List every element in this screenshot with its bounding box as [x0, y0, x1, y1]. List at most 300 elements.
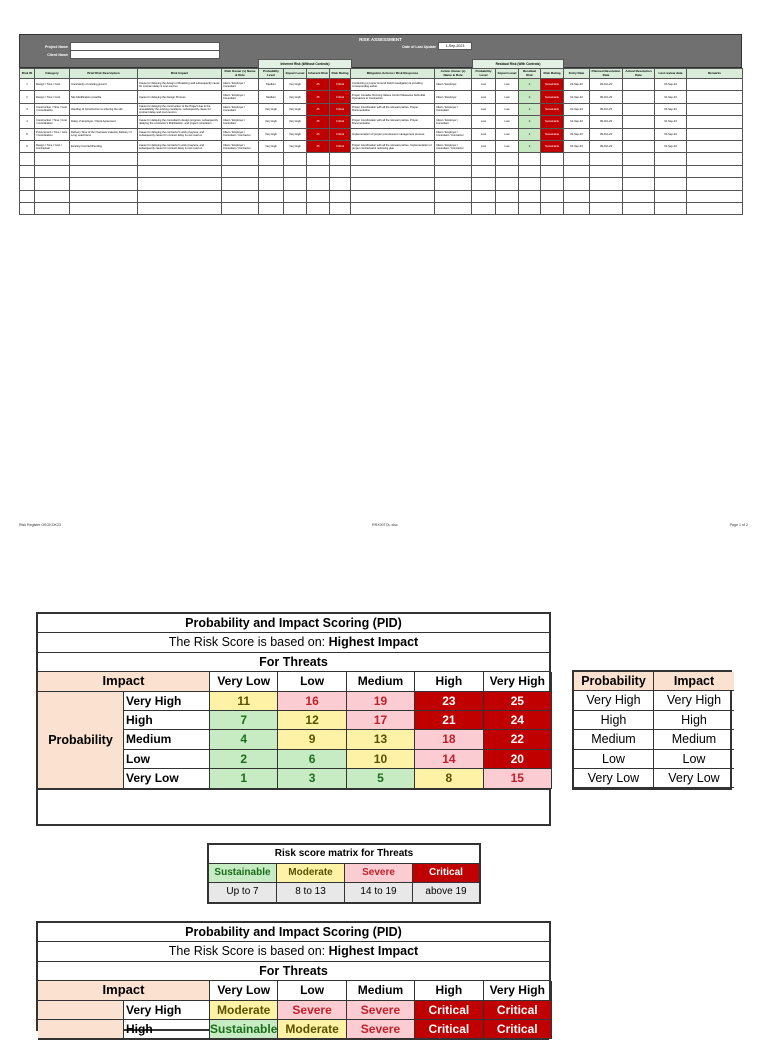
table-cell[interactable]: Uncertainty of existing ground [70, 79, 138, 91]
table-cell[interactable] [655, 190, 687, 202]
table-cell[interactable]: Sustainable [541, 103, 564, 115]
table-cell[interactable]: Construction / Time / Cost / Coordination [35, 116, 70, 128]
residual-risk-group-header: Residual Risk (With Controls) [472, 59, 564, 69]
table-cell[interactable] [138, 202, 222, 214]
client-name-field[interactable] [70, 50, 220, 59]
table-cell[interactable] [351, 178, 435, 190]
table-cell[interactable]: 25 [307, 116, 330, 128]
table-cell[interactable]: Proper Coordination with all the relevant parties, Proper Documentation [351, 103, 435, 115]
table-row[interactable] [20, 103, 743, 115]
table-cell[interactable]: 2 [519, 79, 541, 91]
table-cell[interactable] [496, 202, 519, 214]
table-cell[interactable]: 2 [519, 140, 541, 152]
table-cell[interactable]: Client / Employer / Consultant [435, 116, 472, 128]
table-cell[interactable] [590, 153, 623, 165]
score-cell: 14 [415, 750, 483, 769]
score-cell: 13 [347, 730, 415, 749]
table-cell[interactable] [70, 202, 138, 214]
table-cell[interactable] [623, 153, 655, 165]
table-cell[interactable] [222, 202, 259, 214]
table-cell[interactable] [590, 165, 623, 177]
probability-level-label: Very High [124, 1001, 210, 1020]
impact-header: Impact [38, 672, 210, 691]
table-cell[interactable] [35, 202, 70, 214]
table-cell[interactable]: Existing Contract/Pending [70, 140, 138, 152]
score-cell: 5 [347, 769, 415, 788]
impact-level-header: Very Low [210, 981, 278, 1000]
column-header: Last review date [655, 69, 687, 79]
table-cell[interactable] [687, 202, 743, 214]
score-cell: 15 [484, 769, 552, 788]
column-header: Brief Risk Description [70, 69, 138, 79]
table-cell[interactable]: Cause for delaying the contractor's work progress, and subsequently cause for contract delay & cost overrun [138, 128, 222, 140]
table-cell[interactable] [222, 190, 259, 202]
table-cell[interactable]: 1 [20, 79, 35, 91]
rating-cell: Moderate [278, 1020, 346, 1039]
table-cell[interactable]: Critical [330, 116, 351, 128]
table-cell[interactable] [307, 165, 330, 177]
column-header: Risk ID [20, 69, 35, 79]
empty-table-row[interactable] [20, 178, 743, 190]
table-cell[interactable]: 2 [519, 91, 541, 103]
table-cell[interactable]: Design / Time / Cost [35, 91, 70, 103]
table-cell[interactable] [138, 153, 222, 165]
table-cell[interactable]: Client / Employer / Consultant / Contractor [435, 128, 472, 140]
table-cell[interactable] [138, 178, 222, 190]
impact-header: Impact [38, 981, 210, 1000]
table-cell[interactable] [70, 165, 138, 177]
pid2-basis-prefix: The Risk Score is based on: [168, 944, 329, 959]
table-cell[interactable] [138, 165, 222, 177]
table-cell[interactable]: Sustainable [541, 140, 564, 152]
table-cell[interactable] [472, 153, 496, 165]
score-cell: 11 [210, 692, 278, 711]
table-cell[interactable] [435, 202, 472, 214]
inherent-risk-group-header: Inherent Risk (Without Controls) [258, 59, 352, 69]
table-cell[interactable]: Low [472, 79, 496, 91]
table-cell[interactable] [20, 190, 35, 202]
table-cell[interactable]: Low [496, 116, 519, 128]
table-cell[interactable]: 2 [519, 103, 541, 115]
table-cell[interactable] [519, 153, 541, 165]
table-cell[interactable] [496, 165, 519, 177]
table-cell[interactable] [330, 190, 351, 202]
pid2-basis-bold: Highest Impact [328, 944, 419, 959]
table-cell[interactable] [351, 153, 435, 165]
table-cell[interactable]: Client / Employer [435, 79, 472, 91]
table-cell[interactable] [35, 190, 70, 202]
table-cell[interactable] [330, 178, 351, 190]
empty-table-row[interactable] [20, 190, 743, 202]
table-header-row [20, 69, 743, 79]
table-cell[interactable]: Client / Employer / Consultant [435, 103, 472, 115]
table-cell[interactable]: Low [496, 91, 519, 103]
table-cell[interactable] [351, 165, 435, 177]
table-cell[interactable]: Delay of Employer / Client Agreement [70, 116, 138, 128]
score-cell: 20 [484, 750, 552, 769]
table-cell[interactable]: Low [472, 103, 496, 115]
table-row[interactable] [20, 116, 743, 128]
table-cell[interactable] [564, 165, 590, 177]
table-cell[interactable] [623, 178, 655, 190]
table-cell[interactable]: Sustainable [541, 116, 564, 128]
table-cell[interactable]: 01-Sep-23 [564, 140, 590, 152]
table-cell[interactable]: Low [472, 91, 496, 103]
table-cell[interactable] [519, 190, 541, 202]
table-cell[interactable]: 09-Oct-23 [590, 128, 623, 140]
rating-range: above 19 [413, 883, 479, 902]
table-cell[interactable] [70, 178, 138, 190]
table-cell[interactable] [330, 165, 351, 177]
table-cell[interactable]: 4 [20, 116, 35, 128]
table-cell[interactable] [623, 79, 655, 91]
table-cell[interactable] [307, 178, 330, 190]
probability-level-label: High [124, 711, 210, 730]
sheet-header [19, 34, 742, 68]
table-cell[interactable]: Very High [259, 116, 284, 128]
rating-category: Sustainable [209, 864, 277, 883]
table-cell[interactable]: Critical [330, 103, 351, 115]
table-row[interactable] [20, 79, 743, 91]
empty-table-row[interactable] [20, 202, 743, 214]
table-cell[interactable] [20, 202, 35, 214]
table-cell[interactable] [307, 153, 330, 165]
table-cell[interactable] [655, 202, 687, 214]
table-cell[interactable] [687, 140, 743, 152]
table-cell[interactable] [623, 91, 655, 103]
table-cell[interactable] [519, 165, 541, 177]
impact-level-header: High [415, 981, 483, 1000]
table-cell[interactable] [472, 178, 496, 190]
legend-header: Impact [654, 672, 734, 691]
rating-cell: Critical [484, 1020, 552, 1039]
table-cell[interactable] [590, 202, 623, 214]
table-cell[interactable] [687, 190, 743, 202]
table-cell[interactable]: 6 [20, 140, 35, 152]
column-header: Impact Level [284, 69, 307, 79]
table-cell[interactable] [496, 178, 519, 190]
table-cell[interactable] [687, 165, 743, 177]
table-cell[interactable]: Client / Employer / Consultant [222, 116, 259, 128]
table-cell[interactable]: 09-Oct-23 [590, 103, 623, 115]
table-cell[interactable]: 01-Sep-23 [564, 79, 590, 91]
legend-header-row [574, 672, 730, 691]
table-cell[interactable]: Handing of Construction to entering the site [70, 103, 138, 115]
table-cell[interactable] [351, 202, 435, 214]
table-cell[interactable]: 01-Sep-23 [655, 103, 687, 115]
table-cell[interactable] [20, 178, 35, 190]
table-cell[interactable]: Very High [259, 103, 284, 115]
legend-cell: High [574, 711, 654, 730]
table-cell[interactable]: Very High [259, 140, 284, 152]
table-cell[interactable]: 25 [307, 128, 330, 140]
table-cell[interactable] [623, 103, 655, 115]
legend-cell: Medium [574, 730, 654, 749]
table-cell[interactable] [541, 202, 564, 214]
table-cell[interactable] [222, 165, 259, 177]
column-header: Inherent Risk [307, 69, 330, 79]
table-cell[interactable]: Low [472, 140, 496, 152]
table-cell[interactable]: Cause for delaying the construction of the Project due to the unavailability the existing conditions, subsequently cause for contract delay and cost overrun [138, 103, 222, 115]
table-cell[interactable] [259, 178, 284, 190]
probability-level-label: Low [124, 750, 210, 769]
table-cell[interactable] [20, 165, 35, 177]
table-cell[interactable]: Conducting a proper Ground Field Investigation & providing corresponding earlier [351, 79, 435, 91]
table-cell[interactable]: Cause for delaying the design of Retaining wall subsequently cause for contract delay & cost overrun [138, 79, 222, 91]
table-cell[interactable]: Very High [259, 128, 284, 140]
rating-category: Critical [413, 864, 479, 883]
table-row[interactable] [20, 128, 743, 140]
table-cell[interactable]: 09-Oct-23 [590, 91, 623, 103]
impact-level-header: Very High [484, 981, 552, 1000]
table-cell[interactable]: Critical [330, 128, 351, 140]
table-row[interactable] [20, 140, 743, 152]
table-cell[interactable] [472, 165, 496, 177]
pid-basis-prefix: The Risk Score is based on: [168, 635, 329, 650]
table-cell[interactable]: Low [472, 128, 496, 140]
table-cell[interactable]: Implementation of proper procurement management process [351, 128, 435, 140]
table-cell[interactable]: Low [496, 103, 519, 115]
table-cell[interactable]: Very High [284, 116, 307, 128]
table-cell[interactable]: Cause for delaying the Design Process [138, 91, 222, 103]
last-update-label: Date of Last Update [402, 45, 436, 49]
table-cell[interactable]: 09-Oct-23 [590, 140, 623, 152]
table-cell[interactable] [35, 165, 70, 177]
table-cell[interactable]: Medium [259, 91, 284, 103]
table-cell[interactable] [687, 153, 743, 165]
score-cell: 17 [347, 711, 415, 730]
legend-cell: Very High [574, 691, 654, 710]
table-cell[interactable]: Design / Time / Cost / Contractual [35, 140, 70, 152]
table-cell[interactable] [259, 190, 284, 202]
table-cell[interactable]: Sustainable [541, 128, 564, 140]
table-cell[interactable]: 2 [20, 91, 35, 103]
table-cell[interactable] [222, 153, 259, 165]
footer-page-number: Page 1 of 2 [729, 523, 748, 527]
empty-table-row[interactable] [20, 153, 743, 165]
probability-header: Probability [38, 692, 124, 789]
table-cell[interactable] [564, 153, 590, 165]
legend-row [574, 769, 730, 788]
table-cell[interactable] [435, 153, 472, 165]
rating-category: Moderate [277, 864, 345, 883]
table-cell[interactable] [35, 178, 70, 190]
table-cell[interactable] [623, 128, 655, 140]
table-cell[interactable]: Proper Consider Running Values Control Measures Submittal Operations to Contractors [351, 91, 435, 103]
rating-cell: Severe [347, 1001, 415, 1020]
table-cell[interactable]: Low [496, 128, 519, 140]
table-cell[interactable] [590, 178, 623, 190]
table-cell[interactable]: Cause for delaying the contractor's work progress, and subsequently cause for contract delay & cost overrun [138, 140, 222, 152]
table-cell[interactable] [20, 153, 35, 165]
table-cell[interactable]: Client / Employer / Consultant [222, 79, 259, 91]
table-cell[interactable] [330, 202, 351, 214]
table-cell[interactable]: Construction / Time / Cost / Coordination [35, 103, 70, 115]
table-cell[interactable] [351, 190, 435, 202]
table-cell[interactable]: 01-Sep-23 [655, 79, 687, 91]
table-cell[interactable]: 01-Sep-23 [564, 128, 590, 140]
table-cell[interactable] [435, 165, 472, 177]
table-cell[interactable] [435, 190, 472, 202]
table-cell[interactable] [284, 153, 307, 165]
table-cell[interactable]: Low [496, 140, 519, 152]
table-cell[interactable]: Client / Employer / Consultant / Contractor [222, 128, 259, 140]
table-cell[interactable]: 01-Sep-23 [655, 91, 687, 103]
table-cell[interactable]: Delivery Time of the Overseas material, Delivery of Long Lead Items [70, 128, 138, 140]
table-cell[interactable]: Procurement / Time / Cost / Coordination [35, 128, 70, 140]
table-cell[interactable]: Sustainable [541, 79, 564, 91]
column-header: Actual Resolution Date [623, 69, 655, 79]
table-cell[interactable]: Client / Employer / Consultant / Contractor [435, 140, 472, 152]
risk-register-table [19, 68, 743, 215]
table-cell[interactable] [307, 202, 330, 214]
table-cell[interactable]: Client / Employer / Consultant / Contractor [222, 140, 259, 152]
table-cell[interactable] [284, 178, 307, 190]
table-cell[interactable] [259, 202, 284, 214]
rating-cell: Critical [415, 1001, 483, 1020]
table-cell[interactable] [564, 190, 590, 202]
table-cell[interactable]: 25 [307, 103, 330, 115]
table-cell[interactable] [687, 79, 743, 91]
project-name-label: Project Name [45, 45, 68, 49]
table-cell[interactable]: Very High [284, 128, 307, 140]
table-cell[interactable] [259, 165, 284, 177]
table-cell[interactable]: 2 [519, 128, 541, 140]
table-cell[interactable] [655, 178, 687, 190]
table-cell[interactable]: Very High [284, 91, 307, 103]
rating-cell: Critical [484, 1001, 552, 1020]
table-cell[interactable]: Very High [284, 79, 307, 91]
table-cell[interactable] [541, 165, 564, 177]
table-cell[interactable]: Very High [284, 103, 307, 115]
table-cell[interactable]: 01-Sep-23 [564, 103, 590, 115]
table-cell[interactable]: 01-Sep-23 [655, 116, 687, 128]
score-cell: 2 [210, 750, 278, 769]
table-cell[interactable] [687, 103, 743, 115]
probability-level-label: Medium [124, 730, 210, 749]
table-cell[interactable]: 25 [307, 79, 330, 91]
table-cell[interactable] [284, 165, 307, 177]
table-cell[interactable] [472, 190, 496, 202]
table-cell[interactable] [519, 202, 541, 214]
table-cell[interactable]: Proper Coordination with all the relevant parties, Proper Documentation [351, 116, 435, 128]
table-cell[interactable] [623, 202, 655, 214]
table-cell[interactable] [284, 190, 307, 202]
table-cell[interactable] [687, 116, 743, 128]
table-cell[interactable]: Design / Time / Cost [35, 79, 70, 91]
table-cell[interactable] [35, 153, 70, 165]
table-cell[interactable] [496, 190, 519, 202]
table-cell[interactable] [564, 178, 590, 190]
table-cell[interactable] [687, 91, 743, 103]
table-cell[interactable]: Client / Employer [435, 91, 472, 103]
column-header: Category [35, 69, 70, 79]
sheet-title: RISK ASSESSMENT [359, 37, 402, 42]
table-row[interactable] [20, 91, 743, 103]
table-cell[interactable] [472, 202, 496, 214]
table-cell[interactable]: Medium [259, 79, 284, 91]
table-cell[interactable] [687, 128, 743, 140]
table-cell[interactable]: Very High [284, 140, 307, 152]
pid-title: Probability and Impact Scoring (PID) [38, 614, 549, 633]
last-update-field[interactable]: 1-Sep-2023 [438, 42, 472, 50]
table-cell[interactable] [623, 165, 655, 177]
table-cell[interactable] [259, 153, 284, 165]
table-cell[interactable]: 25 [307, 140, 330, 152]
table-cell[interactable]: 01-Sep-23 [655, 128, 687, 140]
table-cell[interactable]: Cause for delaying the consultant's design progress, subsequently delaying the contractor's Mobilisation, and project completion [138, 116, 222, 128]
rating-cell: Sustainable [210, 1020, 278, 1039]
table-cell[interactable]: 01-Sep-23 [564, 91, 590, 103]
score-cell: 4 [210, 730, 278, 749]
table-cell[interactable] [70, 190, 138, 202]
table-cell[interactable]: Proper Coordination with all the relevant parties, Implementation of proper contractual & reviewing plan [351, 140, 435, 152]
table-cell[interactable] [138, 190, 222, 202]
table-cell[interactable] [284, 202, 307, 214]
table-cell[interactable]: Low [496, 79, 519, 91]
table-cell[interactable]: Critical [330, 91, 351, 103]
table-cell[interactable] [590, 190, 623, 202]
rating-cell: Moderate [210, 1001, 278, 1020]
table-cell[interactable]: 01-Sep-23 [564, 116, 590, 128]
table-cell[interactable]: Critical [330, 79, 351, 91]
table-cell[interactable] [623, 116, 655, 128]
table-cell[interactable] [655, 153, 687, 165]
table-cell[interactable] [655, 165, 687, 177]
table-cell[interactable]: Client / Employer / Consultant [222, 103, 259, 115]
table-cell[interactable] [687, 178, 743, 190]
table-cell[interactable]: Low [472, 116, 496, 128]
impact-level-header: High [415, 672, 483, 691]
table-cell[interactable]: Site Modification possible [70, 91, 138, 103]
table-cell[interactable] [307, 190, 330, 202]
table-cell[interactable]: Client / Employer / Consultant [222, 91, 259, 103]
table-cell[interactable] [222, 178, 259, 190]
table-cell[interactable] [541, 178, 564, 190]
probability-header-cell [38, 1001, 124, 1020]
empty-table-row[interactable] [20, 165, 743, 177]
table-cell[interactable] [70, 153, 138, 165]
column-header: Risk Rating [330, 69, 351, 79]
probability-level-label: Very High [124, 692, 210, 711]
pid-basis [38, 633, 549, 652]
table-cell[interactable] [330, 153, 351, 165]
score-cell: 1 [210, 769, 278, 788]
table-cell[interactable]: 2 [519, 116, 541, 128]
table-cell[interactable] [623, 190, 655, 202]
table-cell[interactable] [496, 153, 519, 165]
table-cell[interactable] [541, 153, 564, 165]
score-cell: 3 [278, 769, 346, 788]
table-cell[interactable]: 5 [20, 128, 35, 140]
impact-level-header: Low [278, 672, 346, 691]
pid-empty-space [38, 790, 549, 825]
table-cell[interactable]: Sustainable [541, 91, 564, 103]
table-cell[interactable]: Critical [330, 140, 351, 152]
table-cell[interactable] [564, 202, 590, 214]
table-cell[interactable] [623, 140, 655, 152]
table-cell[interactable]: 09-Oct-23 [590, 79, 623, 91]
column-header: Residual Risk [519, 69, 541, 79]
table-cell[interactable]: 25 [307, 91, 330, 103]
table-cell[interactable]: 3 [20, 103, 35, 115]
table-cell[interactable] [435, 178, 472, 190]
score-cell: 6 [278, 750, 346, 769]
table-cell[interactable]: 09-Oct-23 [590, 116, 623, 128]
table-cell[interactable]: 01-Sep-23 [655, 140, 687, 152]
table-cell[interactable] [541, 190, 564, 202]
table-cell[interactable] [519, 178, 541, 190]
